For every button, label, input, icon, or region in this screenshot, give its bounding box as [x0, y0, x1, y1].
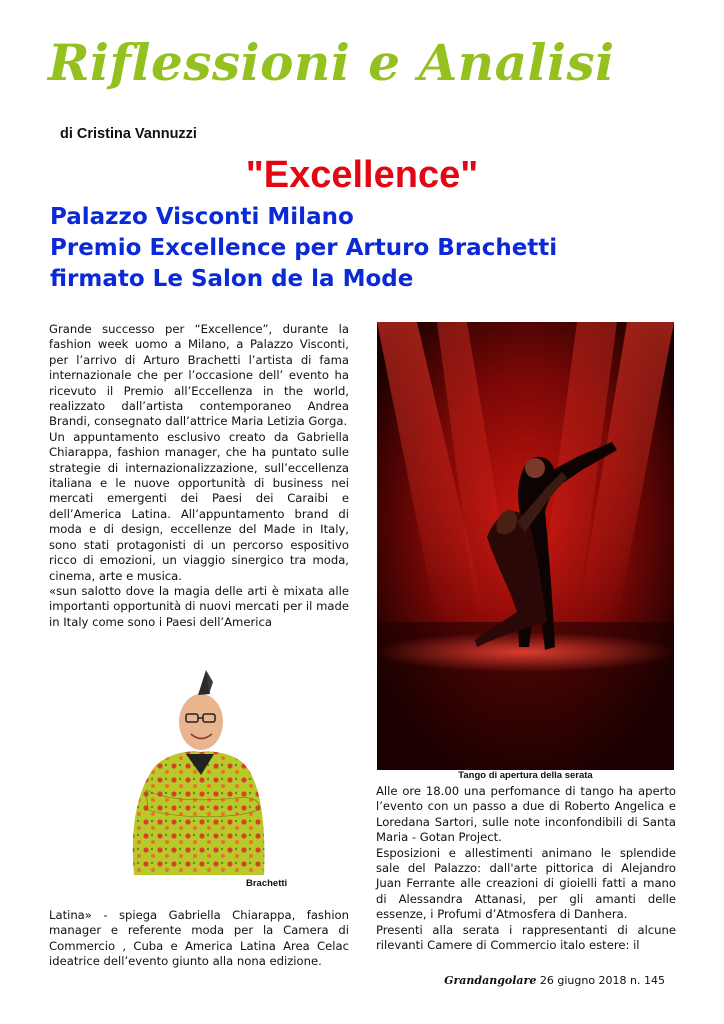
paragraph: Grande successo per “Excellence”, durante la fashion week uomo a Milano, a Palazzo Visconti, per l’arrivo di Arturo Brachetti l’artista di fama internazionale che per l’occasione dell’ evento ha ricevuto il Premio all’Eccellenza in the world, realizzato dall’artista contemporaneo Andrea Brandi, consegnato dall’attrice Maria Letizia Gorga. [49, 322, 349, 429]
headline-line: Palazzo Visconti Milano [50, 204, 354, 230]
tango-photo [377, 322, 674, 770]
headline-line: Premio Excellence per Arturo Brachetti [50, 235, 558, 261]
headline [50, 202, 557, 295]
paragraph: «sun salotto dove la magia delle arti è mixata alle importanti opportunità di nuovi mercati per il made in Italy come sono i Paesi dell’America [49, 583, 349, 629]
left-column-bottom [49, 908, 349, 970]
paragraph: Latina» - spiega Gabriella Chiarappa, fashion manager e referente moda per la Camera di Commercio , Cuba e America Latina Area Celac ideatrice dell’evento giunto alla nona edizione. [49, 908, 349, 969]
author-byline: di Cristina Vannuzzi [60, 126, 197, 142]
issue-info: 26 giugno 2018 n. 145 [539, 974, 665, 987]
photo-caption: Brachetti [246, 878, 288, 889]
paragraph: Esposizioni e allestimenti animano le splendide sale del Palazzo: dall'arte pittorica di Alejandro Juan Ferrante alle creazioni di gioielli fatti a mano di Alessandra Attanasi, per gli amanti delle essenze, i Profumi d’Atmosfera di Danhera. [376, 845, 676, 922]
headline-quote: "Excellence" [245, 154, 479, 196]
left-column-top [49, 322, 349, 630]
photo-caption: Tango di apertura della serata [458, 770, 593, 781]
section-title: Riflessioni e Analisi [48, 33, 615, 92]
page-footer [376, 974, 665, 987]
paragraph: Alle ore 18.00 una perfomance di tango ha aperto l’evento con un passo a due di Roberto Angelica e Loredana Sartori, sulle note inconfondibili di Santa Maria - Gotan Project. [376, 784, 676, 845]
headline-line: firmato Le Salon de la Mode [50, 266, 414, 292]
paragraph: Presenti alla serata i rappresentanti di alcune rilevanti Camere di Commercio italo estere: il [376, 922, 676, 953]
right-column [376, 784, 676, 953]
publication-name: Grandangolare [444, 974, 537, 987]
brachetti-photo [86, 650, 320, 875]
paragraph: Un appuntamento esclusivo creato da Gabriella Chiarappa, fashion manager, che ha puntato sulle strategie di internazionalizzazione, sull’eccellenza italiana e le nuove opportunità di business nei mercati emergenti dei Paesi dei Caraibi e dell’America Latina. All’appuntamento brand di moda e di design, eccellenze del Made in Italy, sono stati protagonisti di un percorso espositivo ricco di emozioni, un viaggio sinergico tra moda, cinema, arte e musica. [49, 429, 349, 583]
